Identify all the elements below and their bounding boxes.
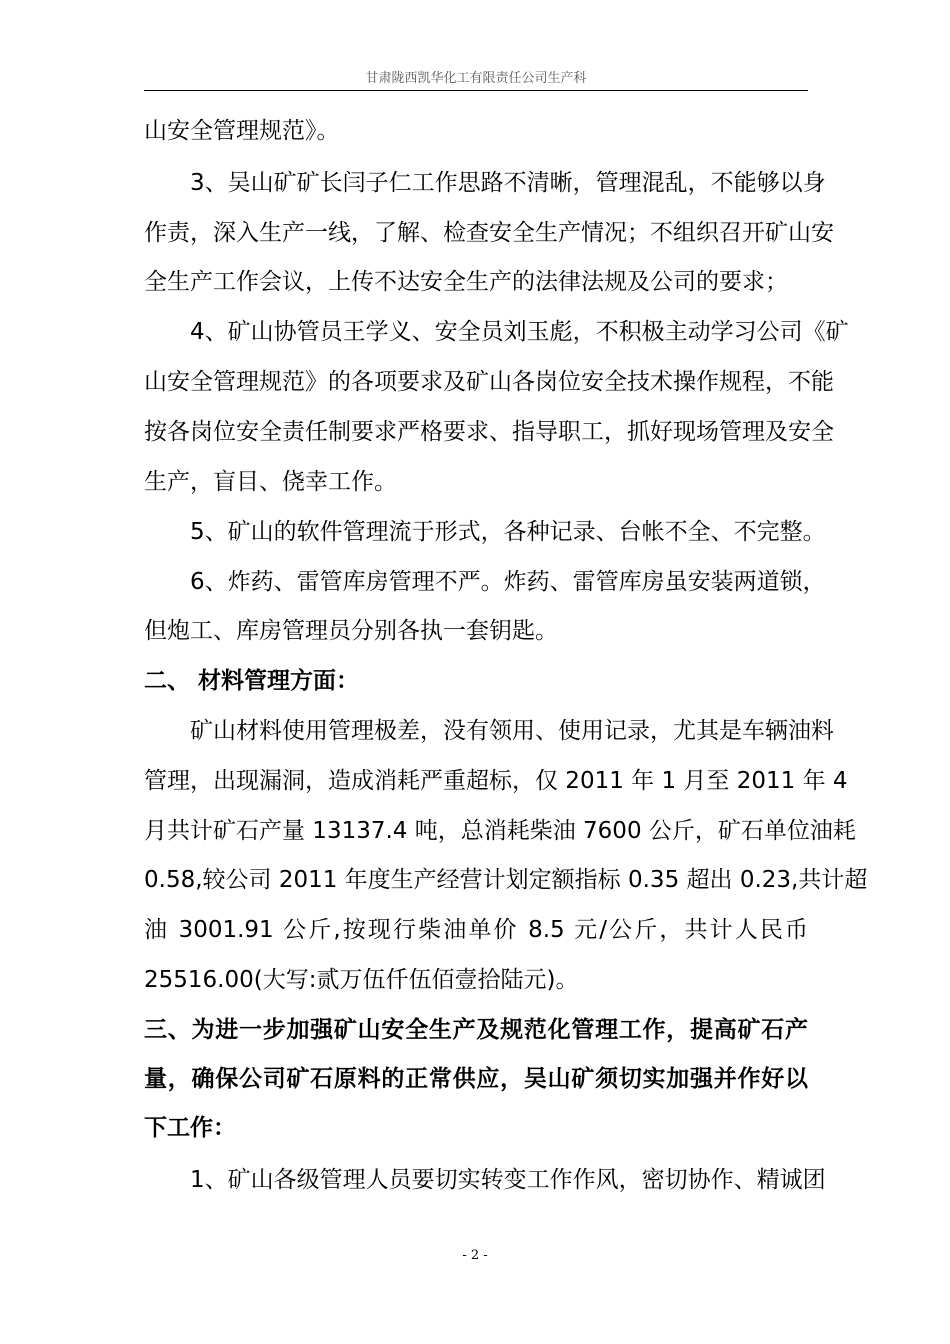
text-line: 按各岗位安全责任制要求严格要求、指导职工，抓好现场管理及安全 — [144, 419, 834, 445]
text-line: 山安全管理规范》的各项要求及矿山各岗位安全技术操作规程，不能 — [144, 369, 834, 395]
text-line: 作责，深入生产一线，了解、检查安全生产情况；不组织召开矿山安 — [144, 220, 834, 246]
page-header: 甘肃陇西凯华化工有限责任公司生产科 — [144, 68, 808, 91]
text-line: 25516.00(大写:贰万伍仟伍佰壹拾陆元)。 — [144, 967, 579, 993]
section-heading: 下工作： — [144, 1115, 236, 1141]
page-number: - 2 - — [462, 1248, 488, 1263]
text-line: 月共计矿石产量 13137.4 吨，总消耗柴油 7600 公斤，矿石单位油耗 — [144, 818, 856, 844]
text-line: 4、矿山协管员王学义、安全员刘玉彪，不积极主动学习公司《矿 — [190, 319, 849, 345]
text-line: 5、矿山的软件管理流于形式，各种记录、台帐不全、不完整。 — [190, 519, 826, 545]
text-line: 3、吴山矿矿长闫子仁工作思路不清晰，管理混乱，不能够以身 — [190, 170, 826, 196]
text-line: 管理，出现漏洞，造成消耗严重超标，仅 2011 年 1 月至 2011 年 4 — [144, 768, 848, 794]
section-heading: 二、 材料管理方面： — [144, 668, 360, 694]
section-heading: 三、为进一步加强矿山安全生产及规范化管理工作，提高矿石产 — [144, 1017, 808, 1043]
text-line: 全生产工作会议，上传不达安全生产的法律法规及公司的要求； — [144, 269, 788, 295]
text-line: 山安全管理规范》。 — [144, 118, 340, 144]
text-line: 1、矿山各级管理人员要切实转变工作作风，密切协作、精诚团 — [190, 1167, 826, 1193]
text-line: 6、炸药、雷管库房管理不严。炸药、雷管库房虽安装两道锁， — [190, 569, 826, 595]
text-line: 矿山材料使用管理极差，没有领用、使用记录，尤其是车辆油料 — [190, 718, 834, 744]
text-line: 油 3001.91 公斤,按现行柴油单价 8.5 元/公斤，共计人民币 — [144, 917, 808, 943]
text-line: 0.58,较公司 2011 年度生产经营计划定额指标 0.35 超出 0.23,共计超 — [144, 867, 868, 893]
text-line: 生产，盲目、侥幸工作。 — [144, 469, 397, 495]
section-heading: 量，确保公司矿石原料的正常供应，吴山矿须切实加强并作好以 — [144, 1066, 808, 1092]
text-line: 但炮工、库房管理员分别各执一套钥匙。 — [144, 618, 558, 644]
